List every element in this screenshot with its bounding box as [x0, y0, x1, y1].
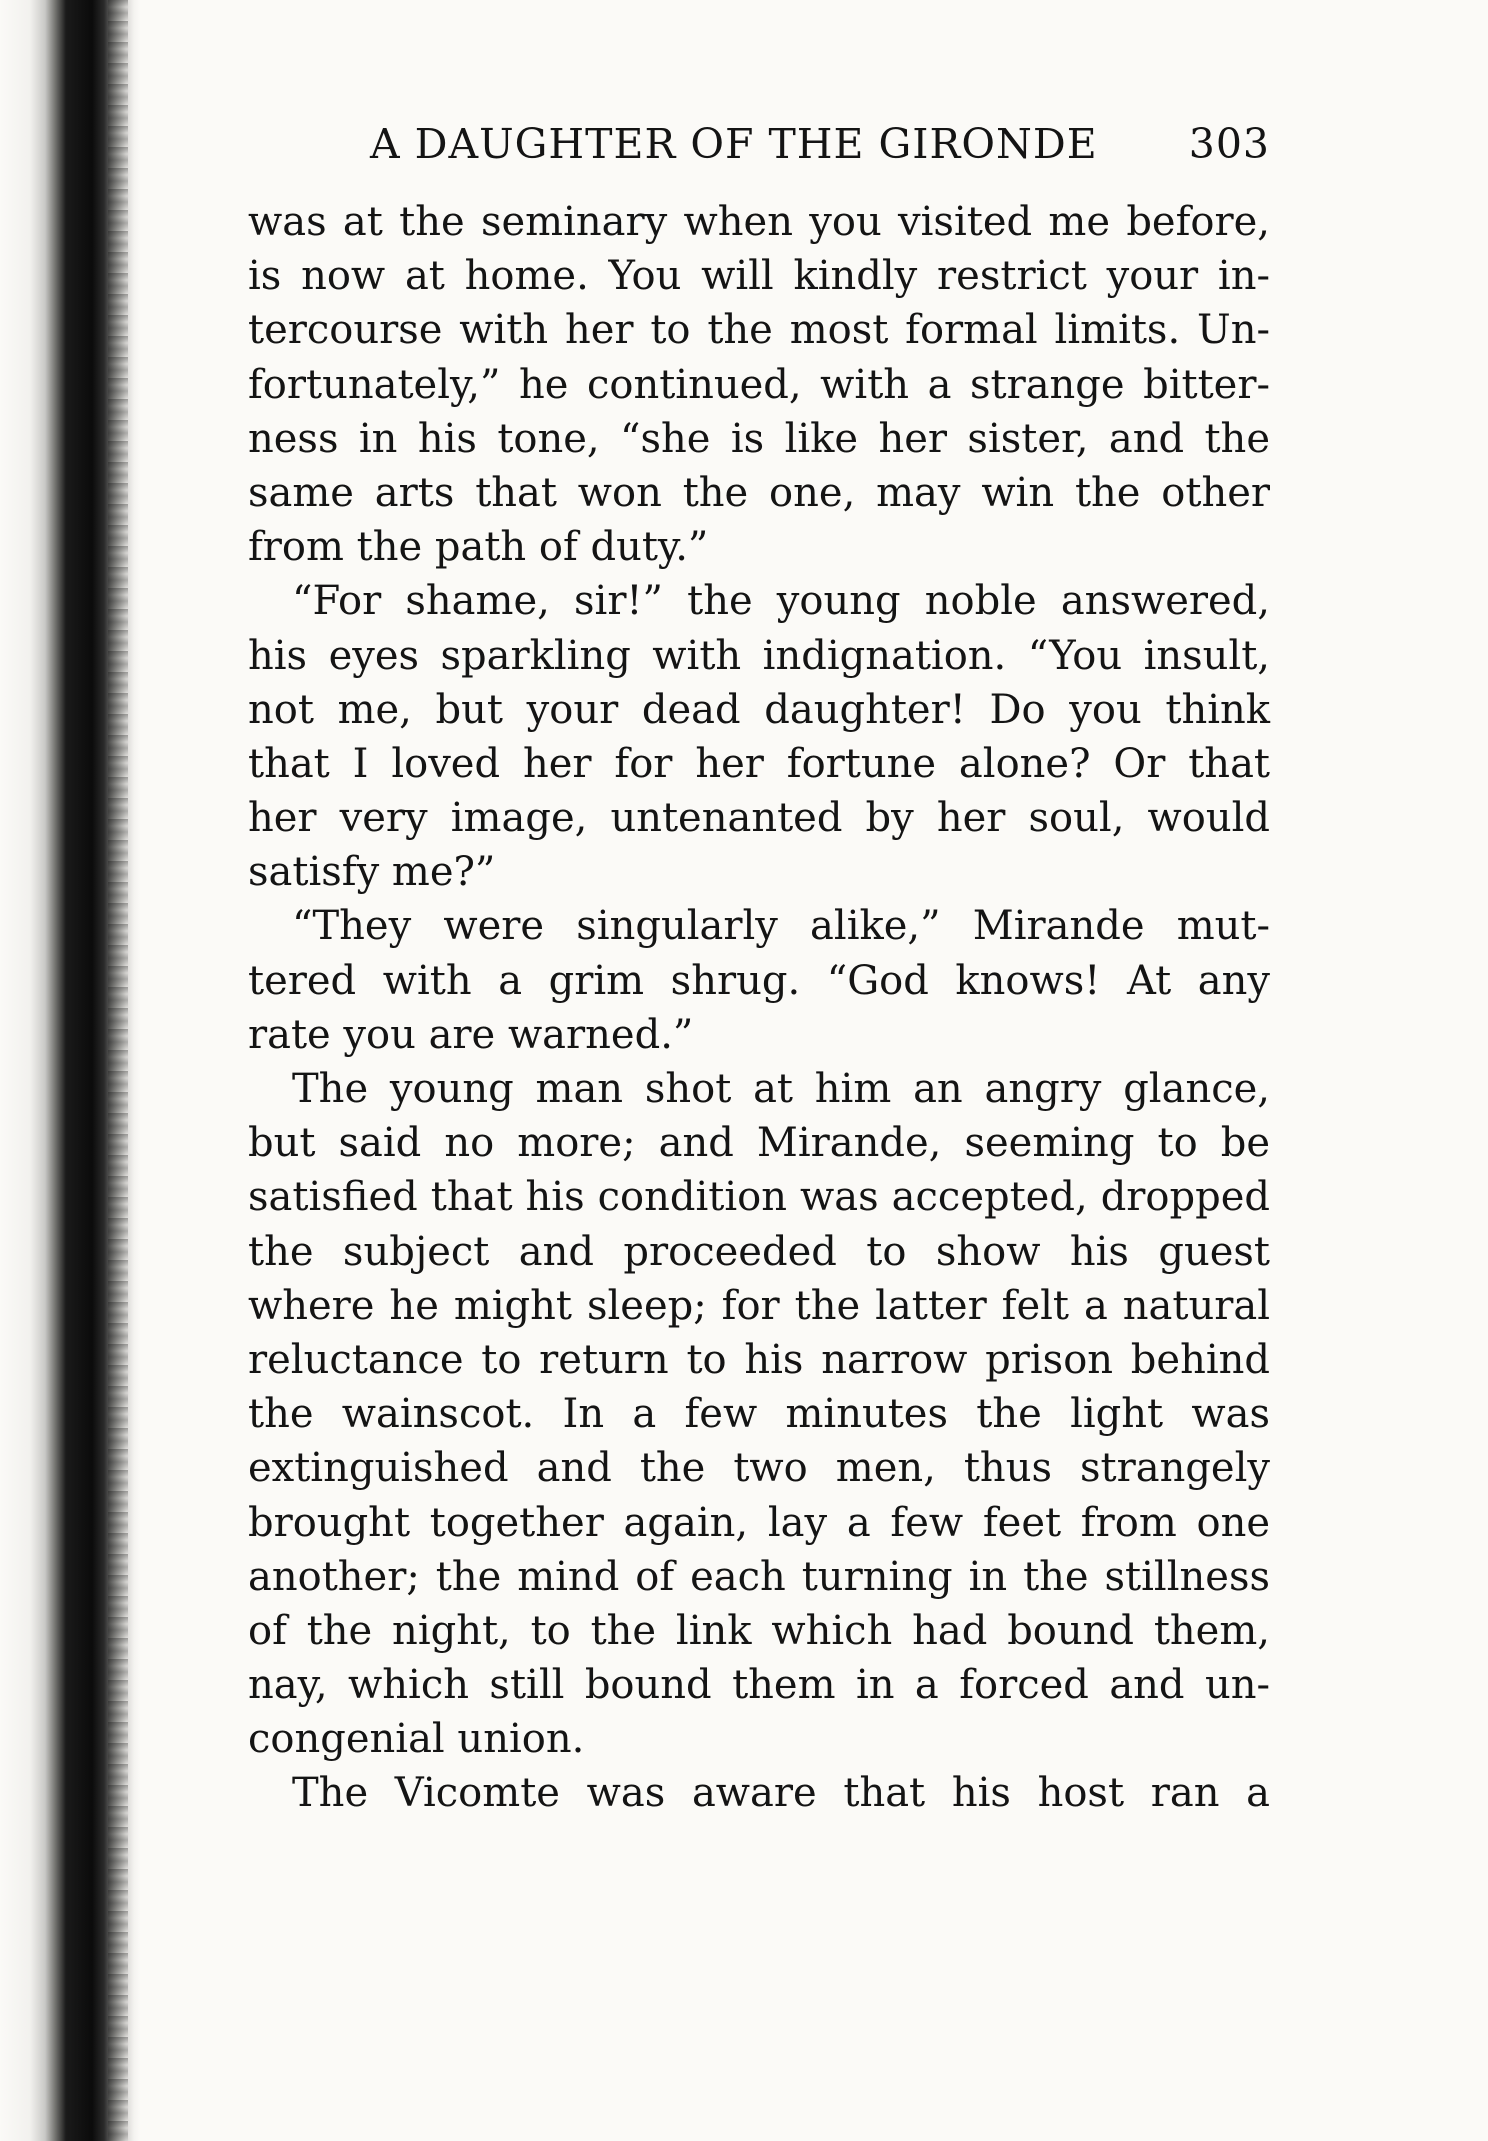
text-line: from the path of duty.”	[248, 524, 709, 571]
body-text	[248, 195, 1270, 1821]
page-header	[250, 120, 1270, 180]
text-line: ness in his tone, “she is like her sister, and the	[248, 415, 1270, 462]
binding-shadow	[108, 0, 128, 2141]
text-line: the subject and proceeded to show his guest	[248, 1228, 1270, 1275]
running-title: A DAUGHTER OF THE GIRONDE	[370, 120, 1098, 168]
text-line: was at the seminary when you visited me before,	[248, 199, 1270, 245]
text-line: congenial union.	[248, 1716, 585, 1763]
text-line: of the night, to the link which had bound them,	[248, 1607, 1270, 1654]
text-line: “They were singularly alike,” Mirande mut-	[292, 903, 1270, 950]
text-line: “For shame, sir!” the young noble answered,	[292, 578, 1270, 625]
text-line: another; the mind of each turning in the stillness	[248, 1553, 1270, 1600]
text-line: his eyes sparkling with indignation. “You insult,	[248, 632, 1270, 679]
text-line: satisfy me?”	[248, 849, 496, 896]
text-line: The Vicomte was aware that his host ran a	[292, 1770, 1270, 1817]
text-line: not me, but your dead daughter! Do you think	[248, 686, 1270, 733]
text-line: brought together again, lay a few feet from one	[248, 1499, 1270, 1546]
text-line: tered with a grim shrug. “God knows! At any	[248, 957, 1270, 1004]
text-line: reluctance to return to his narrow prison behind	[248, 1336, 1270, 1383]
text-line: nay, which still bound them in a forced and un-	[248, 1662, 1270, 1709]
text-line: that I loved her for her fortune alone? Or that	[248, 740, 1270, 787]
page-number: 303	[1188, 120, 1270, 168]
text-line: her very image, untenanted by her soul, would	[248, 795, 1270, 842]
text-line: same arts that won the one, may win the other	[248, 469, 1270, 516]
text-line: extinguished and the two men, thus strangely	[248, 1445, 1270, 1492]
text-line: the wainscot. In a few minutes the light was	[248, 1391, 1270, 1438]
text-line: rate you are warned.”	[248, 1011, 694, 1058]
text-line: tercourse with her to the most formal limits. Un-	[248, 307, 1270, 354]
text-line: satisfied that his condition was accepted, dropped	[248, 1174, 1270, 1221]
text-line: fortunately,” he continued, with a strange bitter-	[248, 361, 1270, 408]
text-line: is now at home. You will kindly restrict your in-	[248, 253, 1270, 300]
text-line: but said no more; and Mirande, seeming to be	[248, 1120, 1270, 1167]
text-line: where he might sleep; for the latter felt a natural	[248, 1282, 1270, 1329]
text-line: The young man shot at him an angry glance,	[292, 1066, 1270, 1112]
